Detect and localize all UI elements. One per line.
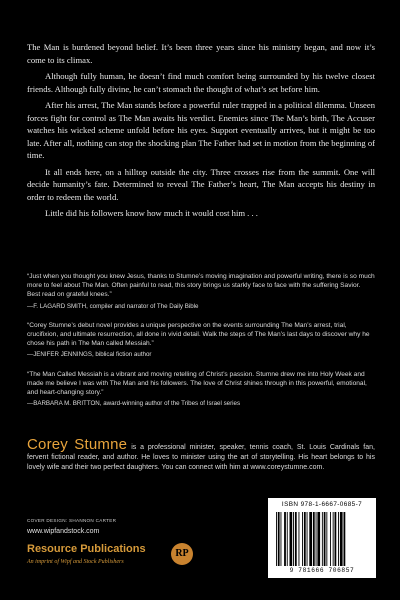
barcode-digits: 9 781666 706857 — [289, 567, 355, 574]
publisher-logo-icon: RP — [171, 543, 193, 565]
synopsis-paragraph: Little did his followers know how much it would cost him . . . — [45, 208, 258, 218]
endorsement — [27, 272, 375, 311]
publisher-block — [27, 543, 197, 573]
endorsement-quote: “Corey Stumne’s debut novel provides a unique perspective on the events surrounding The Man’s arrest, trial, crucifixion, and ultimate resurrection, all done in vivid detail. Walk the steps of The Man’s last days to discover why he chose his path in The Man called Messiah.” — [27, 321, 370, 348]
isbn-label: ISBN 978-1-6667-0685-7 — [281, 501, 363, 508]
endorsement-attribution: —BARBARA M. BRITTON, award-winning author of the Tribes of Israel series — [27, 400, 241, 408]
barcode-icon — [274, 512, 370, 566]
author-bio — [27, 436, 375, 473]
synopsis-paragraph: The Man is burdened beyond belief. It’s been three years since his ministry began, and now it’s come to its climax. — [27, 42, 375, 65]
endorsement — [27, 321, 375, 360]
publisher-subtitle: An imprint of Wipf and Stock Publishers — [27, 559, 124, 565]
synopsis-paragraph: Although fully human, he doesn’t find much comfort being surrounded by his twelve closest friends. Although fully divine, he can’t stomach the thought of what’s set before him. — [27, 71, 375, 94]
endorsement-quote: “Just when you thought you knew Jesus, thanks to Stumne’s moving imagination and powerful writing, there is so much more to feel about The Man. Often painful to read, this story brings us starkly face to face with the suffering Savior. Best read on grateful knees.” — [27, 273, 375, 299]
endorsement-quote: “The Man Called Messiah is a vibrant and moving retelling of Christ’s passion. Stumne drew me into Holy Week and made me believe I was with The Man and his followers. The love of Christ shines through in this powerful, emotional, and heart-changing story.” — [27, 370, 367, 397]
synopsis-paragraph: After his arrest, The Man stands before a powerful ruler trapped in a political dilemma. Unseen forces fight for control as The Man awaits his verdict. Enemies since The Man’s birth, The Accuser watches his wicked scheme unfold before his eyes. Support eventually arrives, but it might be too late. After all, nothing can stop the shocking plan The Father had set in motion from the beginning of time. — [27, 100, 375, 160]
endorsement — [27, 370, 375, 409]
endorsement-attribution: —F. LAGARD SMITH, compiler and narrator of The Daily Bible — [27, 302, 199, 310]
author-bio-text: is a professional minister, speaker, tennis coach, St. Louis Cardinals fan, fervent fictional reader, and author. He loves to minister using the art of storytelling. His heart belongs to his lovely wife and their two perfect daughters. You can connect with him at www.coreystumne.com. — [27, 444, 375, 471]
synopsis-paragraph: It all ends here, on a hilltop outside the city. Three crosses rise from the summit. One will decide humanity’s fate. Determined to reveal The Father’s heart, The Man accepts his destiny in order to redeem the world. — [27, 166, 375, 202]
endorsement-attribution: —JENIFER JENNINGS, biblical fiction author — [27, 351, 152, 359]
publisher-website: www.wipfandstock.com — [27, 528, 100, 535]
isbn-barcode — [268, 498, 376, 578]
author-name: Corey Stumne — [27, 436, 128, 453]
synopsis — [27, 41, 375, 220]
publisher-name: Resource Publications — [27, 543, 146, 555]
endorsements — [27, 272, 375, 418]
cover-design-credit: COVER DESIGN: SHANNON CARTER — [27, 518, 117, 523]
